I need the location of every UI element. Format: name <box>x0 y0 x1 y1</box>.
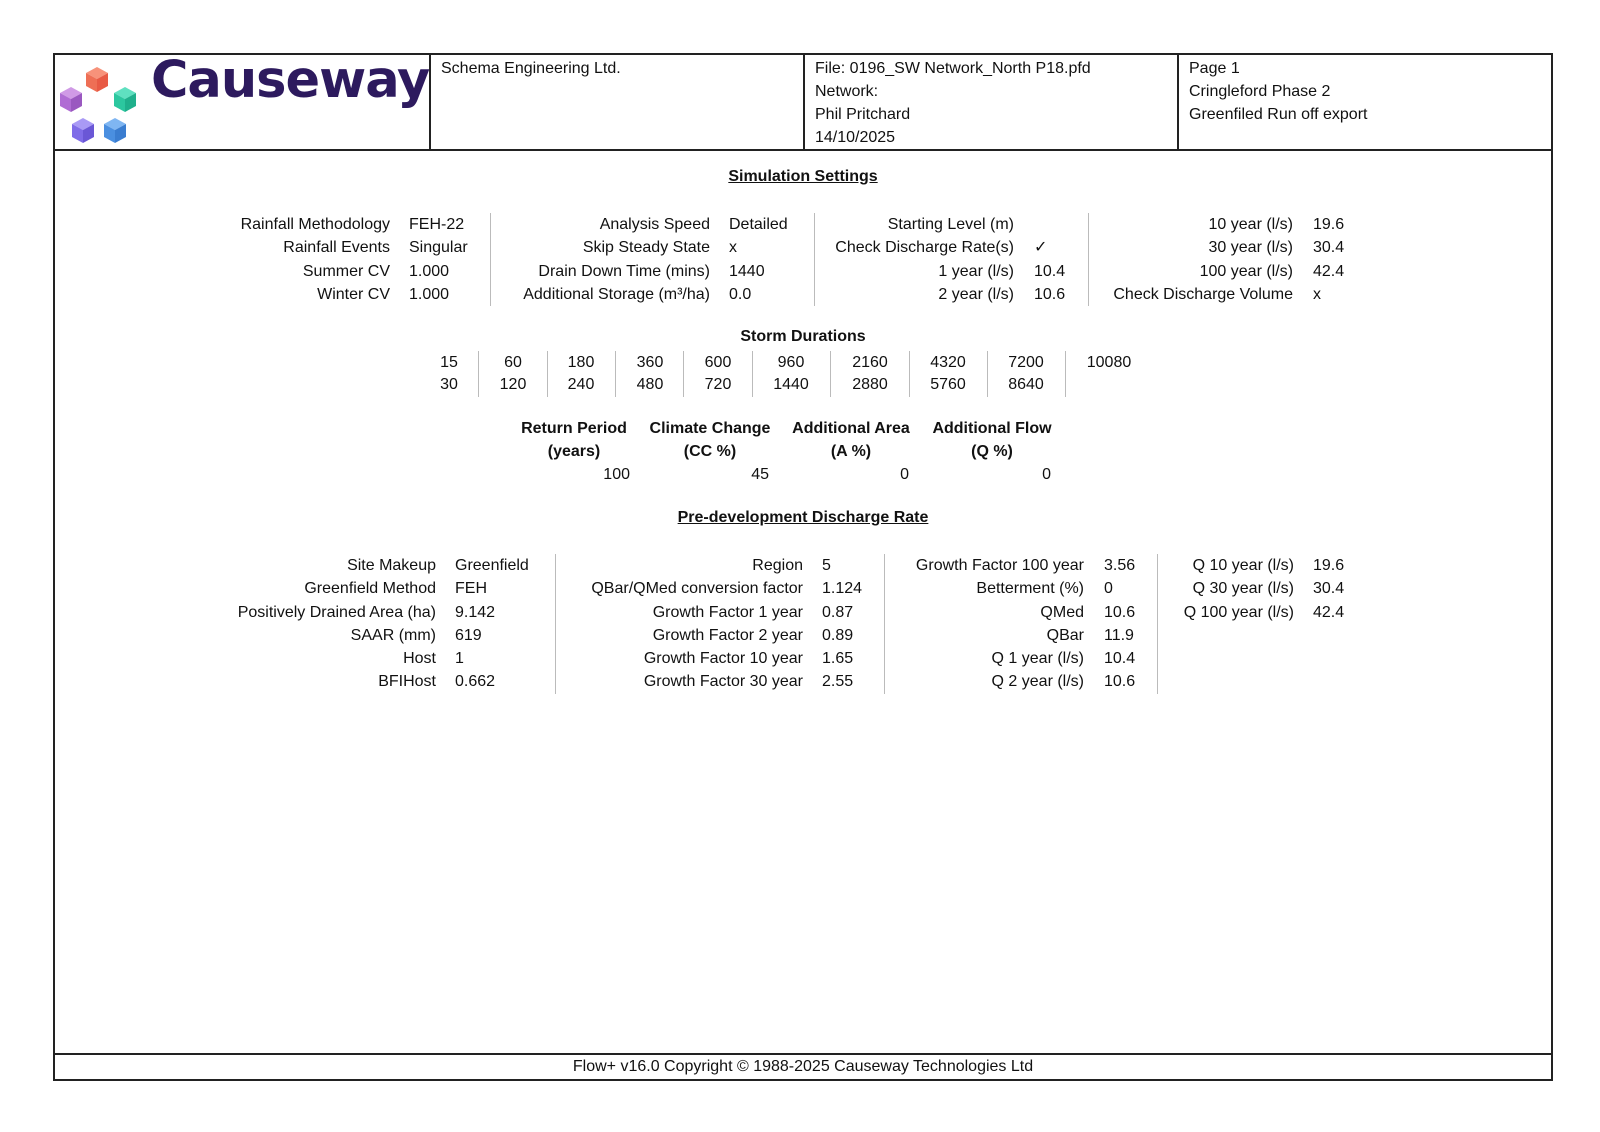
sim-label: Rainfall Methodology <box>240 216 390 233</box>
report-date: 14/10/2025 <box>815 129 896 146</box>
column-divider <box>490 213 491 306</box>
storm-duration: 960 <box>777 354 805 371</box>
column-divider <box>1065 351 1066 397</box>
storm-durations-title: Storm Durations <box>740 328 866 345</box>
predev-value: 0 <box>1104 580 1113 598</box>
predev-value: 3.56 <box>1104 557 1136 574</box>
sim-label: Winter CV <box>317 285 390 303</box>
sim-value: ✓ <box>1034 239 1048 257</box>
predev-label: Betterment (%) <box>976 580 1084 598</box>
sim-row <box>55 236 1555 259</box>
predev-label: Q 2 year (l/s) <box>991 673 1084 691</box>
predev-label: Growth Factor 2 year <box>652 626 803 644</box>
sim-value: 1440 <box>729 262 765 280</box>
author-name: Phil Pritchard <box>815 106 911 123</box>
predev-label: Site Makeup <box>347 557 436 574</box>
predev-label: QBar/QMed conversion factor <box>591 580 803 598</box>
report-header <box>55 51 1551 151</box>
predev-value: Greenfield <box>455 557 529 574</box>
predev-row <box>55 601 1555 624</box>
column-divider <box>1088 213 1089 306</box>
column-divider <box>615 351 616 397</box>
return-period-header <box>509 417 639 463</box>
storm-duration: 360 <box>636 354 664 371</box>
predev-value: 0.87 <box>822 603 854 621</box>
predev-value: 10.4 <box>1104 650 1136 668</box>
sim-label: 1 year (l/s) <box>938 262 1014 280</box>
storm-duration: 480 <box>636 376 664 393</box>
sim-value: x <box>729 239 737 257</box>
column-divider <box>1157 554 1158 694</box>
predev-col-4 <box>55 554 1555 624</box>
column-divider <box>884 554 885 694</box>
predev-value: 1.124 <box>822 580 863 598</box>
predev-value: 0.662 <box>455 673 496 691</box>
network-label: Network: <box>815 83 879 100</box>
column-divider <box>547 351 548 397</box>
additional-flow-header <box>922 417 1062 463</box>
sim-label: Summer CV <box>302 262 390 280</box>
sim-label: Analysis Speed <box>599 216 710 233</box>
header-line: (years) <box>547 443 601 460</box>
header-line: (CC %) <box>683 443 737 460</box>
predev-label: Growth Factor 30 year <box>643 673 803 691</box>
climate-change-header <box>640 417 780 463</box>
report-frame <box>53 53 1553 1081</box>
storm-duration: 2880 <box>852 376 888 393</box>
header-line: (Q %) <box>971 443 1013 460</box>
sim-value: 1.000 <box>409 285 450 303</box>
sim-row <box>55 260 1555 283</box>
simulation-settings-title: Simulation Settings <box>728 168 878 185</box>
storm-duration: 180 <box>567 354 595 371</box>
sim-label: Check Discharge Volume <box>1113 285 1293 303</box>
column-divider <box>555 554 556 694</box>
project-name: Cringleford Phase 2 <box>1189 83 1331 100</box>
storm-duration: 720 <box>704 376 732 393</box>
file-info-cell <box>803 55 1177 149</box>
copyright-text: Flow+ v16.0 Copyright © 1988-2025 Causeway Technologies Ltd <box>572 1058 1034 1075</box>
header-line: Additional Flow <box>932 420 1052 437</box>
predev-value: 19.6 <box>1313 557 1345 574</box>
company-name-cell <box>429 55 803 149</box>
sim-value: Detailed <box>729 216 788 233</box>
file-name: File: 0196_SW Network_North P18.pfd <box>815 60 1091 77</box>
sim-row <box>55 283 1555 306</box>
predev-label: Positively Drained Area (ha) <box>237 603 436 621</box>
storm-duration: 5760 <box>930 376 966 393</box>
company-name: Schema Engineering Ltd. <box>441 60 621 77</box>
causeway-logo-icon <box>59 62 143 146</box>
predev-value: 10.6 <box>1104 603 1136 621</box>
report-footer <box>55 1053 1551 1079</box>
predev-value: 11.9 <box>1104 626 1134 644</box>
header-line: (A %) <box>830 443 872 460</box>
sim-label: 10 year (l/s) <box>1208 216 1293 233</box>
predev-label: QMed <box>1040 603 1084 621</box>
predev-label: Growth Factor 10 year <box>643 650 803 668</box>
page-number: Page 1 <box>1189 60 1240 77</box>
sim-value: 0.0 <box>729 285 752 303</box>
causeway-logo <box>55 51 430 149</box>
predev-row <box>55 577 1555 600</box>
sim-row <box>55 213 1555 236</box>
sim-value: Singular <box>409 239 468 257</box>
storm-duration: 120 <box>499 376 527 393</box>
additional-area-value: 0 <box>900 466 909 483</box>
storm-duration: 30 <box>440 376 458 393</box>
predev-value: FEH <box>455 580 487 598</box>
sim-label: Starting Level (m) <box>887 216 1014 233</box>
storm-duration: 7200 <box>1008 354 1044 371</box>
additional-flow-value: 0 <box>1042 466 1051 483</box>
sim-label: 100 year (l/s) <box>1199 262 1293 280</box>
storm-durations-table <box>55 351 1555 401</box>
predev-label: Q 100 year (l/s) <box>1183 603 1294 621</box>
sim-label: Additional Storage (m³/ha) <box>523 285 710 303</box>
storm-duration: 1440 <box>773 376 809 393</box>
predev-value: 2.55 <box>822 673 854 691</box>
sim-label: Drain Down Time (mins) <box>538 262 710 280</box>
storm-duration: 240 <box>567 376 595 393</box>
sim-label: Check Discharge Rate(s) <box>835 239 1014 257</box>
predev-label: Q 1 year (l/s) <box>991 650 1084 668</box>
column-divider <box>752 351 753 397</box>
report-description: Greenfiled Run off export <box>1189 106 1368 123</box>
predev-label: Greenfield Method <box>304 580 436 598</box>
storm-duration: 15 <box>440 354 458 371</box>
sim-value: 42.4 <box>1313 262 1345 280</box>
sim-value: 30.4 <box>1313 239 1345 257</box>
column-divider <box>909 351 910 397</box>
header-line: Climate Change <box>649 420 771 437</box>
sim-label: 30 year (l/s) <box>1208 239 1293 257</box>
predev-value: 0.89 <box>822 626 854 644</box>
sim-value: 1.000 <box>409 262 450 280</box>
sim-value: 10.4 <box>1034 262 1066 280</box>
return-period-value: 100 <box>603 466 630 483</box>
additional-area-header <box>781 417 921 463</box>
predev-label: Growth Factor 100 year <box>915 557 1084 574</box>
sim-value: FEH-22 <box>409 216 465 233</box>
storm-duration: 10080 <box>1086 354 1132 371</box>
page-info-cell <box>1177 55 1553 149</box>
predev-row <box>55 670 1555 693</box>
storm-duration: 2160 <box>852 354 888 371</box>
predev-label: Growth Factor 1 year <box>652 603 803 621</box>
predev-value: 5 <box>822 557 831 574</box>
sim-label: Skip Steady State <box>582 239 710 257</box>
predev-label: Q 10 year (l/s) <box>1192 557 1294 574</box>
column-divider <box>478 351 479 397</box>
predev-row <box>55 624 1555 647</box>
column-divider <box>683 351 684 397</box>
header-line: Additional Area <box>792 420 910 437</box>
storm-duration: 4320 <box>930 354 966 371</box>
storm-duration: 60 <box>504 354 522 371</box>
return-period-table <box>55 417 1555 489</box>
predev-value: 9.142 <box>455 603 496 621</box>
predev-value: 10.6 <box>1104 673 1136 691</box>
predev-label: BFIHost <box>378 673 436 691</box>
column-divider <box>830 351 831 397</box>
predev-value: 1 <box>455 650 464 668</box>
predev-value: 42.4 <box>1313 603 1345 621</box>
logo-wordmark: Causeway <box>151 51 430 110</box>
predev-label: Host <box>403 650 436 668</box>
storm-duration: 600 <box>704 354 732 371</box>
sim-label: Rainfall Events <box>283 239 390 257</box>
storm-duration: 8640 <box>1008 376 1044 393</box>
predev-value: 30.4 <box>1313 580 1345 598</box>
column-divider <box>987 351 988 397</box>
predev-row <box>55 554 1555 577</box>
predev-label: QBar <box>1046 626 1084 644</box>
sim-value: 19.6 <box>1313 216 1345 233</box>
predev-label: Q 30 year (l/s) <box>1192 580 1294 598</box>
sim-col-4 <box>55 213 1555 306</box>
sim-label: 2 year (l/s) <box>938 285 1014 303</box>
predev-discharge-title: Pre-development Discharge Rate <box>677 509 929 526</box>
climate-change-value: 45 <box>751 466 769 483</box>
predev-label: Region <box>752 557 803 574</box>
header-line: Return Period <box>521 420 627 437</box>
predev-label: SAAR (mm) <box>350 626 436 644</box>
sim-value: x <box>1313 285 1321 303</box>
column-divider <box>814 213 815 306</box>
predev-value: 619 <box>455 626 482 644</box>
predev-row <box>55 647 1555 670</box>
predev-value: 1.65 <box>822 650 854 668</box>
sim-value: 10.6 <box>1034 285 1066 303</box>
